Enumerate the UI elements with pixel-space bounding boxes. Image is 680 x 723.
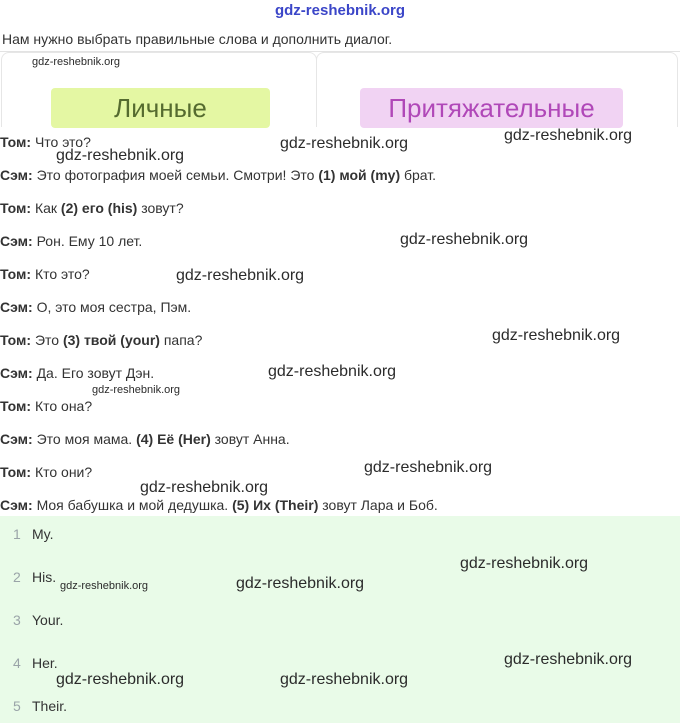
watermark: gdz-reshebnik.org <box>400 231 529 248</box>
dialog-line: Сэм: Рон. Ему 10 лет. <box>0 233 143 249</box>
answer-item: 3 Your. <box>13 612 64 628</box>
watermark: gdz-reshebnik.org <box>460 555 589 572</box>
watermark: gdz-reshebnik.org <box>280 135 409 152</box>
tab-possessive[interactable]: Притяжательные <box>360 88 623 128</box>
watermark: gdz-reshebnik.org <box>56 147 185 164</box>
watermark: gdz-reshebnik.org <box>140 479 269 496</box>
dialog-line: Том: Что это? <box>0 134 91 150</box>
dialog-line: Сэм: Да. Его зовут Дэн. <box>0 365 155 381</box>
dialog-line: Сэм: О, это моя сестра, Пэм. <box>0 299 192 315</box>
intro-text: Нам нужно выбрать правильные слова и дополнить диалог. <box>2 31 393 47</box>
dialog-line: Сэм: Это фотография моей семьи. Смотри! Это (1) мой (my) брат. <box>0 167 437 183</box>
site-title: gdz-reshebnik.org <box>274 2 405 19</box>
watermark: gdz-reshebnik.org <box>56 671 185 688</box>
dialog-line: Том: Кто это? <box>0 266 90 282</box>
dialog-line: Сэм: Это моя мама. (4) Её (Her) зовут Анна. <box>0 431 290 447</box>
dialog-line: Сэм: Моя бабушка и мой дедушка. (5) Их (Their) зовут Лара и Боб. <box>0 497 438 513</box>
watermark: gdz-reshebnik.org <box>492 327 621 344</box>
watermark: gdz-reshebnik.org <box>504 127 633 144</box>
answer-item: 2 His. <box>13 569 57 585</box>
watermark: gdz-reshebnik.org <box>364 459 493 476</box>
answer-item: 4 Her. <box>13 655 58 671</box>
watermark: gdz-reshebnik.org <box>280 671 409 688</box>
dialog-line: Том: Кто они? <box>0 464 93 480</box>
watermark: gdz-reshebnik.org <box>504 651 633 668</box>
watermark: gdz-reshebnik.org <box>60 580 149 592</box>
dialog-line: Том: Как (2) его (his) зовут? <box>0 200 184 216</box>
watermark: gdz-reshebnik.org <box>32 56 121 68</box>
watermark: gdz-reshebnik.org <box>268 363 397 380</box>
dialog-line: Том: Кто она? <box>0 398 93 414</box>
answers-panel <box>0 516 680 723</box>
tab-personal[interactable]: Личные <box>51 88 270 128</box>
answer-item: 1 My. <box>13 526 54 542</box>
watermark: gdz-reshebnik.org <box>176 267 305 284</box>
dialog-line: Том: Это (3) твой (your) папа? <box>0 332 203 348</box>
answer-item: 5 Their. <box>13 698 68 714</box>
watermark: gdz-reshebnik.org <box>92 384 181 396</box>
watermark: gdz-reshebnik.org <box>236 575 365 592</box>
